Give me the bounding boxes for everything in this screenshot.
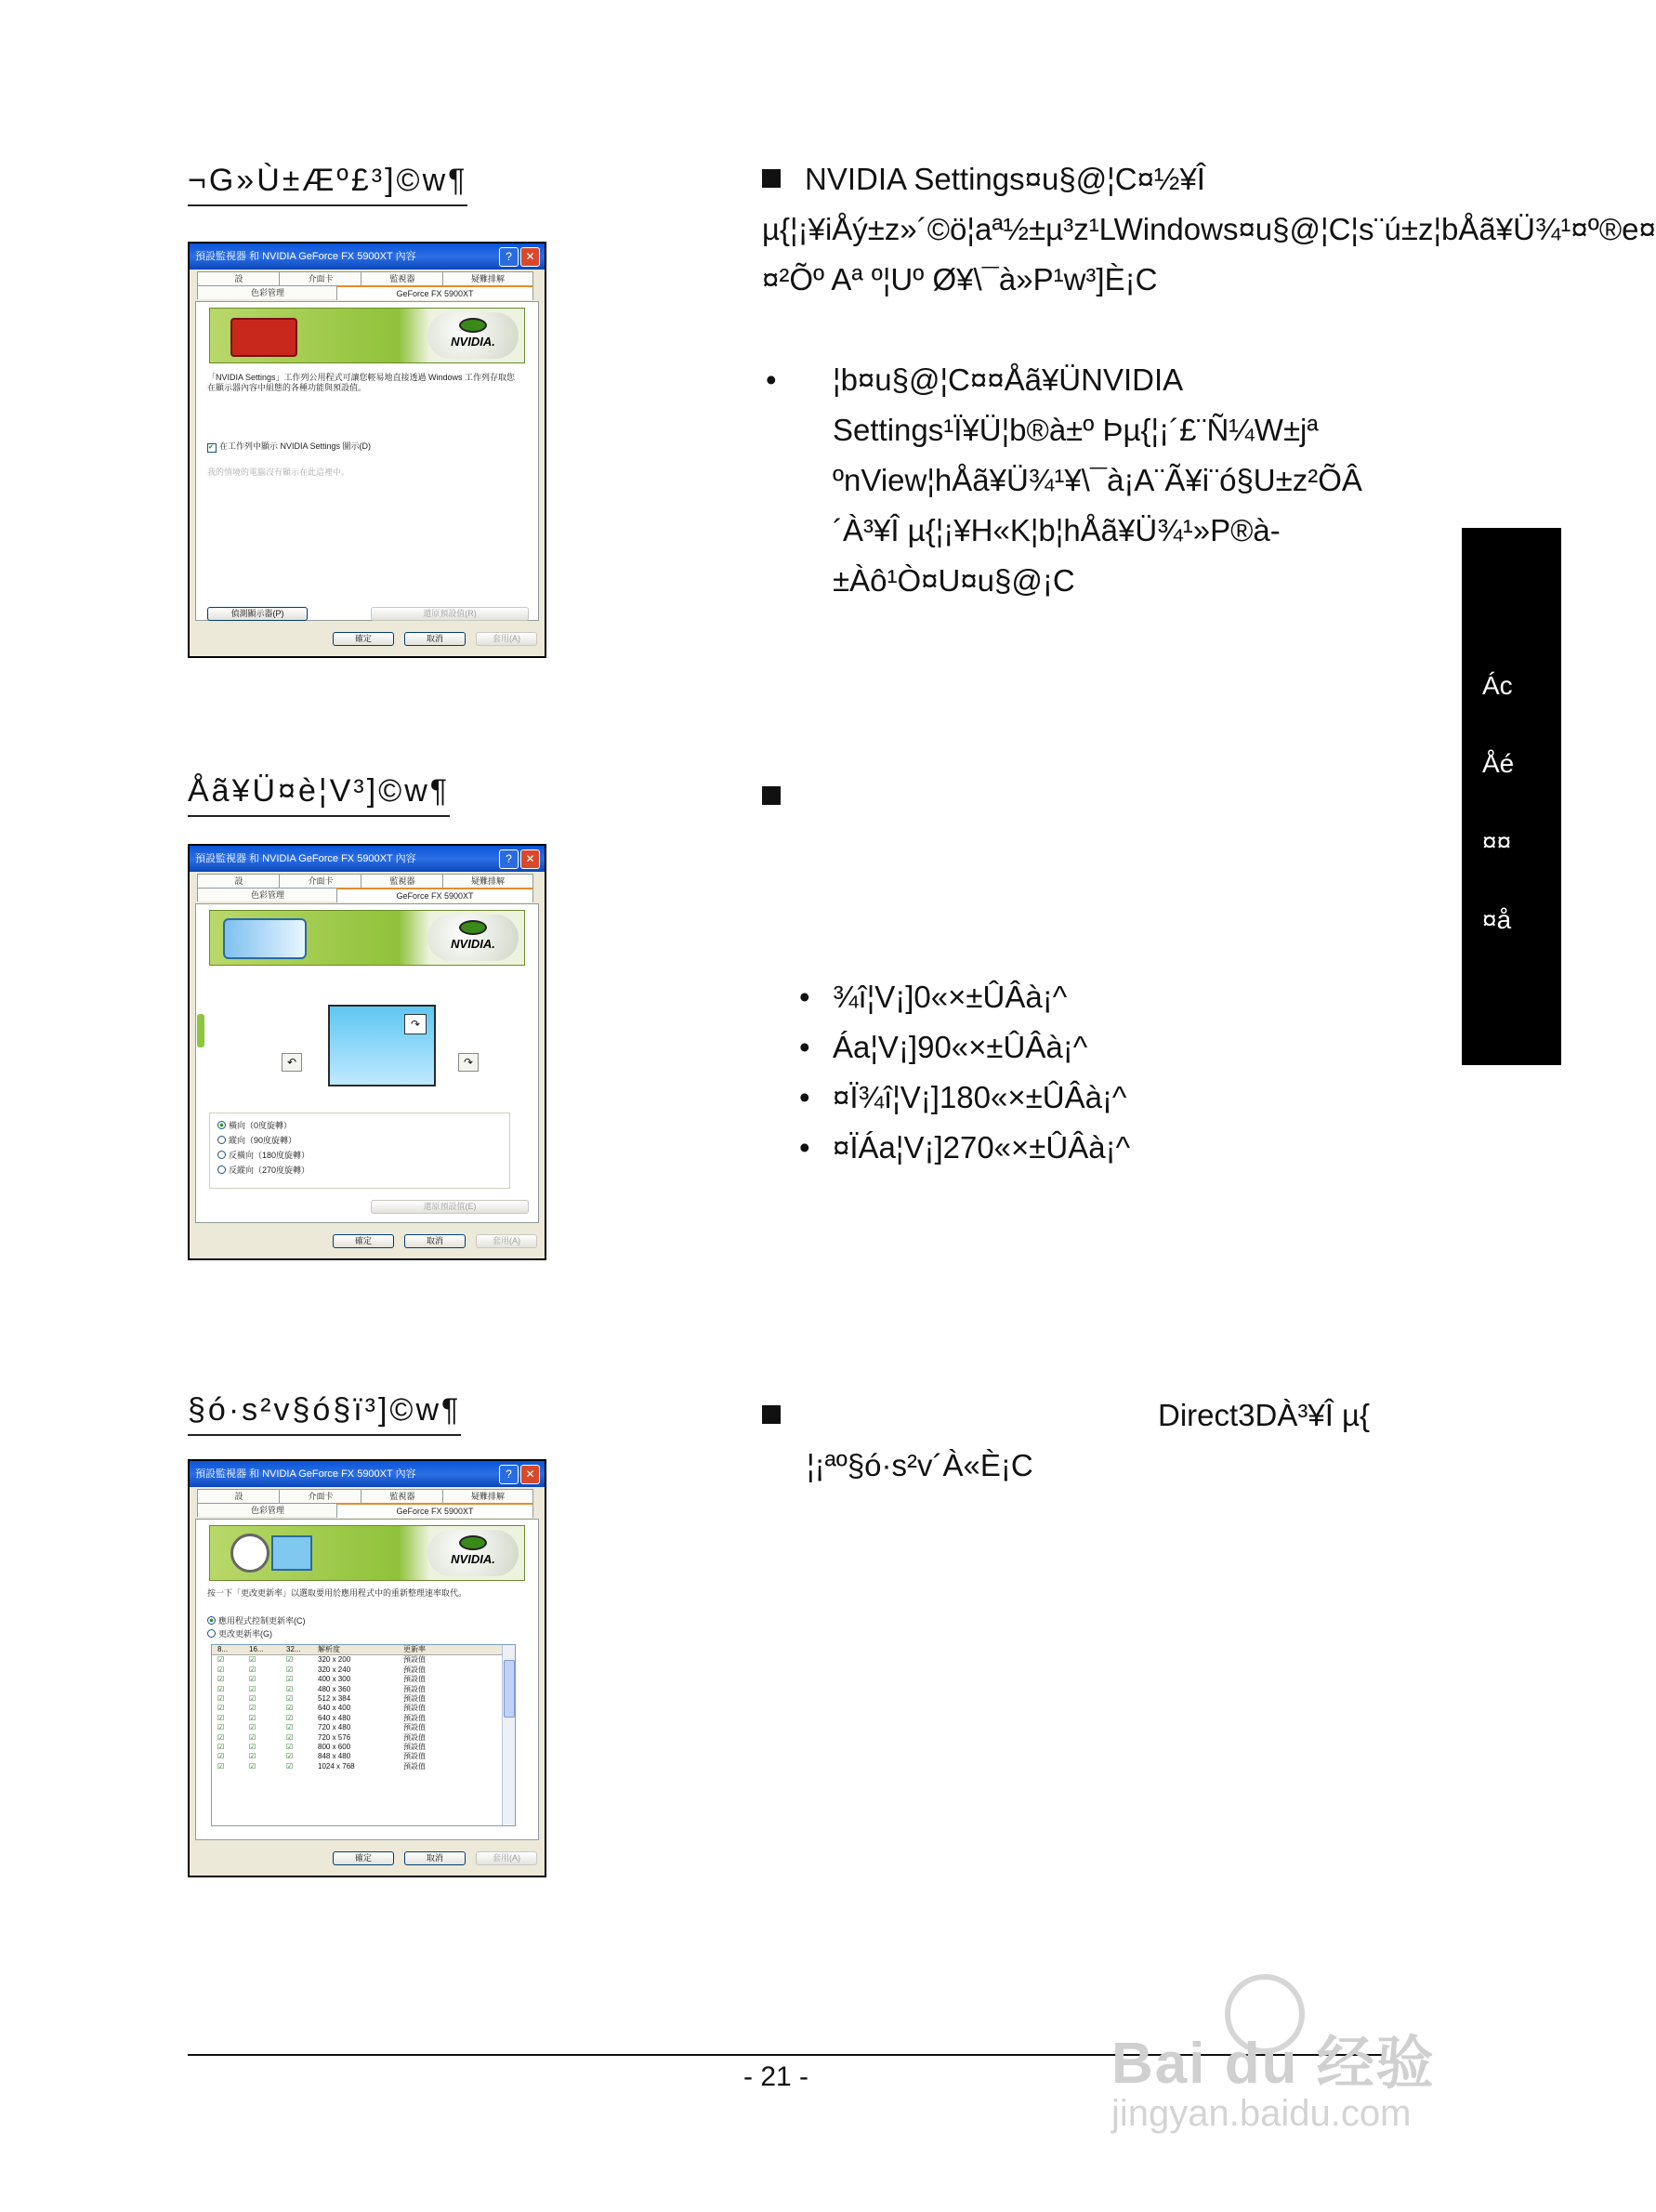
dialog-refresh-rate xyxy=(188,1459,546,1877)
row-resolution: 320 x 240 xyxy=(318,1665,351,1674)
row-checkbox[interactable]: ☑ xyxy=(217,1655,225,1665)
dialog-titlebar xyxy=(190,244,545,270)
section-3-title: §ó·s²v§ó§ï³]©w¶ xyxy=(188,1392,461,1436)
apply-button[interactable]: 套用(A) xyxy=(476,632,537,646)
tab-troubleshoot[interactable]: 疑難排解 xyxy=(442,874,533,888)
close-button[interactable]: ✕ xyxy=(520,247,540,267)
section-1-bullet: • ¦b¤u§@¦C¤¤Åã¥ÜNVIDIA Settings¹Ï¥Ü¦b®à±º Þµ{¦¡´£¨Ñ¼W±jª ºnView¦hÅã¥Ü¾¹¥\¯à¡A¨Ã¥i¨ó§U±z²ÕÂ´À³¥Î µ{¦¡¥H«K¦b¦hÅã¥Ü¾¹»P®à±Àô¹Ò¤U¤u§@¡C xyxy=(799,355,1418,606)
row-checkbox[interactable]: ☑ xyxy=(286,1675,294,1684)
restore-defaults-button[interactable]: 還原預設值(E) xyxy=(371,1200,529,1214)
row-checkbox[interactable]: ☑ xyxy=(286,1742,294,1751)
table-row[interactable] xyxy=(212,1762,515,1771)
tab-troubleshoot[interactable]: 疑難排解 xyxy=(442,271,533,285)
row-checkbox[interactable]: ☑ xyxy=(217,1704,225,1713)
rotate-preview-icon: ↷ xyxy=(404,1014,427,1034)
table-row[interactable] xyxy=(212,1704,515,1713)
dialog-rotation xyxy=(188,844,546,1260)
table-header: 8... 16... 32... 解析度 更新率 xyxy=(212,1645,515,1655)
row-checkbox[interactable]: ☑ xyxy=(217,1675,225,1684)
rotate-right-icon[interactable]: ↷ xyxy=(458,1053,479,1072)
row-refresh-rate: 預設值 xyxy=(403,1665,426,1674)
detect-monitor-button[interactable]: 偵測顯示器(P) xyxy=(207,607,308,621)
side-tab-label: Åé xyxy=(1482,749,1515,778)
row-resolution: 800 x 600 xyxy=(318,1742,351,1751)
orientation-portrait-radio[interactable]: 縱向（90度旋轉） xyxy=(217,1134,296,1146)
stopwatch-icon xyxy=(230,1534,269,1573)
chapter-side-tab xyxy=(1462,528,1561,1065)
close-button[interactable]: ✕ xyxy=(520,849,540,869)
tab-geforce[interactable]: GeForce FX 5900XT xyxy=(336,888,533,902)
section-2-description xyxy=(762,771,1385,822)
row-resolution: 480 x 360 xyxy=(318,1684,351,1693)
tab-monitor[interactable]: 監視器 xyxy=(361,1489,444,1503)
rotation-monitors-icon xyxy=(223,918,307,959)
row-checkbox[interactable]: ☑ xyxy=(286,1713,294,1722)
close-button[interactable]: ✕ xyxy=(520,1465,540,1484)
dialog-titlebar xyxy=(190,846,545,872)
nvidia-banner xyxy=(209,308,525,363)
side-tab-label: ¤å xyxy=(1482,905,1512,934)
orientation-list xyxy=(799,972,1130,1173)
row-checkbox[interactable]: ☑ xyxy=(249,1732,256,1742)
refresh-monitor-icon xyxy=(271,1535,312,1571)
row-checkbox[interactable]: ☑ xyxy=(217,1684,225,1693)
section-3-description: Direct3DÀ³¥Î µ{ xyxy=(762,1390,1385,1441)
list-item: • Áa¦V¡]90«×±ÛÂà¡^ xyxy=(799,1022,1130,1073)
table-row[interactable] xyxy=(212,1694,515,1704)
row-checkbox[interactable]: ☑ xyxy=(286,1752,294,1761)
section-1-title: ¬G»Ù±Æº£³]©w¶ xyxy=(188,163,467,206)
row-refresh-rate: 預設值 xyxy=(403,1655,426,1665)
row-checkbox[interactable]: ☑ xyxy=(217,1761,225,1771)
tab-color-management[interactable]: 色彩管理 xyxy=(197,888,338,902)
row-refresh-rate: 預設值 xyxy=(403,1752,426,1761)
row-checkbox[interactable]: ☑ xyxy=(286,1693,294,1703)
rotate-left-icon[interactable]: ↶ xyxy=(282,1053,302,1072)
cancel-button[interactable]: 取消 xyxy=(404,632,466,646)
row-refresh-rate: 預設值 xyxy=(403,1693,426,1703)
dialog-title: 預設監視器 和 NVIDIA GeForce FX 5900XT 內容 xyxy=(195,1468,416,1480)
row-checkbox[interactable]: ☑ xyxy=(286,1665,294,1674)
row-checkbox[interactable]: ☑ xyxy=(249,1704,256,1713)
tab-panel xyxy=(195,301,539,621)
table-row[interactable] xyxy=(212,1723,515,1732)
section-2-title: Åã¥Ü¤è¦V³]©w¶ xyxy=(188,773,450,817)
row-checkbox[interactable]: ☑ xyxy=(249,1723,256,1732)
watermark-brand: Bai du 经验 xyxy=(1111,2032,1436,2096)
section-1-description: NVIDIA Settings¤u§@¦C¤½¥Î µ{¦¡¥iÅý±z»´©ö¦aª½±µ³z¹LWindows¤u§@¦C¦s¨ú±z¦bÅã¥Ü¾¹¤º®e¤¤²Õº Aª º¦Uº Ø¥\¯à»P¹w³]È¡C xyxy=(762,162,1656,296)
row-refresh-rate: 預設值 xyxy=(403,1732,426,1742)
table-row[interactable] xyxy=(212,1752,515,1761)
tab-strip xyxy=(190,1487,545,1519)
list-item: • ¤Ï¾î¦V¡]180«×±ÛÂà¡^ xyxy=(799,1073,1130,1123)
table-row[interactable] xyxy=(212,1666,515,1675)
nvidia-logo: NVIDIA. xyxy=(427,312,519,359)
row-resolution: 720 x 480 xyxy=(318,1723,351,1732)
show-tray-icon-checkbox[interactable]: ✔ 在工作列中顯示 NVIDIA Settings 圖示(D) xyxy=(207,440,371,453)
section-3-description-line2: ¦¡ªº§ó·s²v´À«È¡C xyxy=(807,1448,1033,1482)
tab-general[interactable]: 設 xyxy=(197,1489,281,1503)
table-row[interactable] xyxy=(212,1685,515,1694)
tab-adapter[interactable]: 介面卡 xyxy=(279,1489,362,1503)
square-bullet-icon xyxy=(762,1405,781,1424)
row-resolution: 640 x 400 xyxy=(318,1704,351,1713)
computer-not-shown-checkbox[interactable]: 我的情境的電腦沒有顯示在此這裡中。 xyxy=(207,467,350,477)
row-resolution: 848 x 480 xyxy=(318,1752,351,1761)
row-checkbox[interactable]: ☑ xyxy=(249,1752,256,1761)
table-body xyxy=(212,1655,515,1771)
help-button[interactable]: ? xyxy=(499,1465,519,1484)
ok-button[interactable]: 確定 xyxy=(333,1234,394,1248)
row-resolution: 720 x 576 xyxy=(318,1732,351,1742)
table-row[interactable] xyxy=(212,1675,515,1684)
row-checkbox[interactable]: ☑ xyxy=(286,1704,294,1713)
row-checkbox[interactable]: ☑ xyxy=(249,1693,256,1703)
side-tab-label: Ác xyxy=(1482,671,1513,700)
list-item: • ¤ÏÁa¦V¡]270«×±ÛÂà¡^ xyxy=(799,1123,1130,1173)
row-resolution: 400 x 300 xyxy=(318,1675,351,1684)
cancel-button[interactable]: 取消 xyxy=(404,1234,466,1248)
row-checkbox[interactable]: ☑ xyxy=(217,1752,225,1761)
row-checkbox[interactable]: ☑ xyxy=(249,1665,256,1674)
ok-button[interactable]: 確定 xyxy=(333,1851,394,1865)
dialog-title: 預設監視器 和 NVIDIA GeForce FX 5900XT 內容 xyxy=(195,853,416,864)
table-row[interactable] xyxy=(212,1714,515,1723)
row-checkbox[interactable]: ☑ xyxy=(286,1732,294,1742)
row-checkbox[interactable]: ☑ xyxy=(249,1713,256,1722)
dialog-taskbar-settings xyxy=(188,242,546,658)
page-number: - 21 - xyxy=(743,2061,809,2092)
tab-panel xyxy=(195,903,539,1223)
row-refresh-rate: 預設值 xyxy=(403,1704,426,1713)
row-checkbox[interactable]: ☑ xyxy=(286,1723,294,1732)
refresh-description: 按一下「更改更新率」以選取要用於應用程式中的重新整理速率取代。 xyxy=(207,1588,467,1598)
orientation-portrait-flipped-radio[interactable]: 反縱向（270度旋轉） xyxy=(217,1164,309,1176)
taskbar-description: 「NVIDIA Settings」工作列公用程式可讓您輕易地直接透過 Windows 工作列存取您在顯示器內容中組態的各種功能與預設值。 xyxy=(207,373,516,392)
row-checkbox[interactable]: ☑ xyxy=(217,1665,225,1674)
change-refresh-radio[interactable]: 更改更新率(G) xyxy=(207,1627,272,1639)
orientation-landscape-radio[interactable]: 橫向（0度旋轉） xyxy=(217,1119,292,1131)
square-bullet-icon xyxy=(762,786,781,805)
tab-color-management[interactable]: 色彩管理 xyxy=(197,1503,338,1517)
nvidia-banner xyxy=(209,910,525,966)
nvidia-logo: NVIDIA. xyxy=(427,915,519,961)
toolbox-icon xyxy=(230,318,297,357)
help-button[interactable]: ? xyxy=(499,247,519,267)
row-checkbox[interactable]: ☑ xyxy=(249,1655,256,1665)
apply-button[interactable]: 套用(A) xyxy=(476,1851,537,1865)
refresh-rate-table xyxy=(211,1644,516,1826)
tab-strip xyxy=(190,270,545,301)
orientation-group xyxy=(209,1113,510,1189)
dialog-titlebar xyxy=(190,1461,545,1487)
tab-adapter[interactable]: 介面卡 xyxy=(279,271,362,285)
tab-geforce[interactable]: GeForce FX 5900XT xyxy=(336,1503,533,1518)
row-checkbox[interactable]: ☑ xyxy=(249,1675,256,1684)
tab-color-management[interactable]: 色彩管理 xyxy=(197,285,338,299)
tab-monitor[interactable]: 監視器 xyxy=(361,874,444,888)
row-checkbox[interactable]: ☑ xyxy=(249,1761,256,1771)
row-refresh-rate: 預設值 xyxy=(403,1723,426,1732)
row-refresh-rate: 預設值 xyxy=(403,1742,426,1751)
tab-adapter[interactable]: 介面卡 xyxy=(279,874,362,888)
table-row[interactable] xyxy=(212,1733,515,1743)
tab-monitor[interactable]: 監視器 xyxy=(361,271,444,285)
ok-button[interactable]: 確定 xyxy=(333,632,394,646)
row-checkbox[interactable]: ☑ xyxy=(286,1684,294,1693)
green-side-handle[interactable] xyxy=(197,1014,204,1047)
tab-general[interactable]: 設 xyxy=(197,271,281,285)
row-checkbox[interactable]: ☑ xyxy=(217,1723,225,1732)
row-checkbox[interactable]: ☑ xyxy=(249,1684,256,1693)
row-resolution: 512 x 384 xyxy=(318,1693,351,1703)
row-checkbox[interactable]: ☑ xyxy=(217,1693,225,1703)
nvidia-logo: NVIDIA. xyxy=(427,1530,519,1576)
row-refresh-rate: 預設值 xyxy=(403,1713,426,1722)
row-checkbox[interactable]: ☑ xyxy=(217,1732,225,1742)
watermark-url: jingyan.baidu.com xyxy=(1111,2093,1412,2134)
dialog-title: 預設監視器 和 NVIDIA GeForce FX 5900XT 內容 xyxy=(195,251,416,262)
tab-troubleshoot[interactable]: 疑難排解 xyxy=(442,1489,533,1503)
square-bullet-icon xyxy=(762,169,781,188)
apply-button[interactable]: 套用(A) xyxy=(476,1234,537,1248)
row-checkbox[interactable]: ☑ xyxy=(286,1655,294,1665)
row-checkbox[interactable]: ☑ xyxy=(249,1742,256,1751)
side-tab-label: ¤¤ xyxy=(1482,827,1512,856)
tab-general[interactable]: 設 xyxy=(197,874,281,888)
row-refresh-rate: 預設值 xyxy=(403,1684,426,1693)
table-scrollbar[interactable] xyxy=(502,1645,515,1825)
tab-strip xyxy=(190,872,545,903)
restore-defaults-button[interactable]: 還原預設值(R) xyxy=(371,607,529,621)
row-checkbox[interactable]: ☑ xyxy=(286,1761,294,1771)
help-button[interactable]: ? xyxy=(499,849,519,869)
scroll-thumb[interactable] xyxy=(504,1660,515,1718)
cancel-button[interactable]: 取消 xyxy=(404,1851,466,1865)
row-refresh-rate: 預設值 xyxy=(403,1675,426,1684)
row-checkbox[interactable]: ☑ xyxy=(217,1742,225,1751)
row-refresh-rate: 預設值 xyxy=(403,1761,426,1771)
orientation-landscape-flipped-radio[interactable]: 反橫向（180度旋轉） xyxy=(217,1149,309,1161)
row-resolution: 1024 x 768 xyxy=(318,1761,355,1771)
app-controlled-refresh-radio[interactable]: 應用程式控制更新率(C) xyxy=(207,1614,306,1626)
tab-panel xyxy=(195,1519,539,1840)
nvidia-banner xyxy=(209,1525,525,1581)
table-row[interactable] xyxy=(212,1743,515,1752)
table-row[interactable] xyxy=(212,1655,515,1665)
row-resolution: 320 x 200 xyxy=(318,1655,351,1665)
row-checkbox[interactable]: ☑ xyxy=(217,1713,225,1722)
screen-preview xyxy=(328,1005,436,1086)
list-item: • ¾î¦V¡]0«×±ÛÂà¡^ xyxy=(799,972,1130,1022)
tab-geforce[interactable]: GeForce FX 5900XT xyxy=(336,285,533,300)
row-resolution: 640 x 480 xyxy=(318,1713,351,1722)
